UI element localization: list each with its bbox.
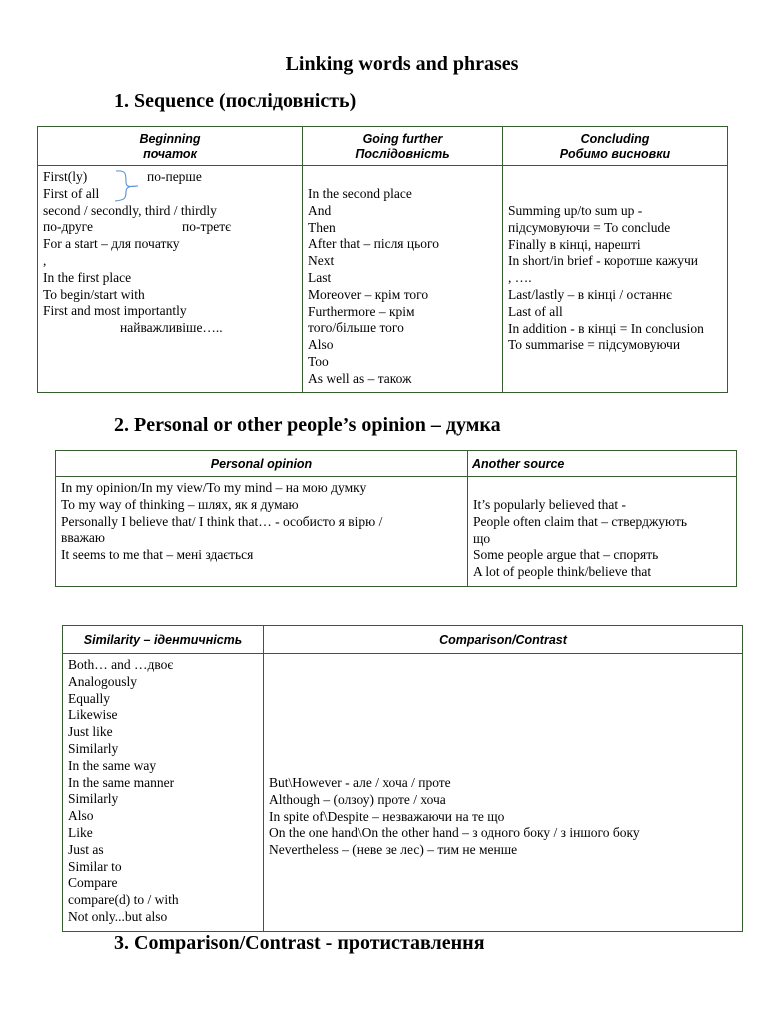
sequence-table xyxy=(37,126,728,393)
column-header-comparison: Comparison/Contrast xyxy=(264,626,743,654)
list-item: Similarly xyxy=(68,791,119,807)
list-item: того/більше того xyxy=(308,320,404,336)
list-item: Nevertheless – (неве зе лес) – тим не менше xyxy=(269,842,518,858)
list-item: In the second place xyxy=(308,186,412,201)
list-item: Then xyxy=(308,219,336,235)
list-item: Just as xyxy=(68,841,104,857)
comparison-table xyxy=(62,625,743,932)
column-header-line: Beginning xyxy=(139,132,201,146)
list-item: Also xyxy=(308,337,334,353)
column-header-personal-opinion: Personal opinion xyxy=(56,451,468,477)
list-item: Next xyxy=(308,253,335,269)
list-item: Not only...but also xyxy=(68,908,168,924)
comparison-cell xyxy=(264,654,743,932)
beginning-cell xyxy=(38,166,303,393)
opinion-table xyxy=(55,450,737,587)
column-header-line: Робимо висновки xyxy=(559,147,671,161)
list-item: In the same manner xyxy=(68,774,175,790)
going-further-cell xyxy=(303,166,503,393)
list-item: First of all xyxy=(43,185,100,201)
list-item: In the first place xyxy=(43,269,132,285)
list-item: On the one hand\On the other hand – з одного боку / з іншого боку xyxy=(269,825,640,841)
list-item: Also xyxy=(68,808,94,824)
list-item: In addition - в кінці = In conclusion xyxy=(508,320,704,336)
list-item: Last/lastly – в кінці / останнє xyxy=(508,286,672,302)
another-source-cell xyxy=(468,477,737,587)
list-item: First and most importantly xyxy=(43,303,187,319)
list-item: It’s popularly believed that - xyxy=(473,497,626,512)
list-item: To my way of thinking – шлях, як я думаю xyxy=(61,496,299,512)
list-item: Some people argue that – спорять xyxy=(473,547,659,563)
list-item: second / secondly, third / thirdly xyxy=(43,202,217,218)
column-header-line: Послідовність xyxy=(355,147,450,161)
list-item: Similarly xyxy=(68,740,119,756)
list-item: But\However - але / хоча / проте xyxy=(269,775,451,790)
list-item: In short/in brief - коротше кажучи xyxy=(508,253,699,269)
column-header-similarity: Similarity – ідентичність xyxy=(63,626,264,654)
column-header-line: початок xyxy=(143,147,197,161)
list-item: Equally xyxy=(68,690,110,706)
list-item: In my opinion/In my view/To my mind – на мою думку xyxy=(61,480,367,495)
list-item: Compare xyxy=(68,875,118,891)
list-item: A lot of people think/believe that xyxy=(473,564,652,580)
list-item: Similar to xyxy=(68,858,122,874)
page-title: Linking words and phrases xyxy=(285,53,519,75)
list-item: People often claim that – стверджують xyxy=(473,513,687,529)
section-heading-sequence: 1. Sequence (послідовність) xyxy=(114,90,357,112)
note-third: по-третє xyxy=(182,219,231,234)
list-item: підсумовуючи = To conclude xyxy=(508,219,671,235)
handwritten-brace-icon xyxy=(112,168,142,202)
column-header-beginning xyxy=(38,127,303,166)
column-header-concluding xyxy=(503,127,728,166)
note-important: найважливіше….. xyxy=(120,320,223,335)
list-item: Although – (олзоу) проте / хоча xyxy=(269,791,446,807)
list-item: Personally I believe that/ I think that… - особисто я вірю / xyxy=(61,513,383,529)
list-item: To begin/start with xyxy=(43,286,145,302)
list-item: First(ly) xyxy=(43,169,88,184)
personal-opinion-cell xyxy=(56,477,468,587)
note-first: по-перше xyxy=(147,169,202,184)
column-header-line: Going further xyxy=(362,132,443,146)
list-item: And xyxy=(308,202,332,218)
list-item: Too xyxy=(308,353,329,369)
list-item: , xyxy=(43,252,47,268)
column-header-line: Concluding xyxy=(580,132,650,146)
list-item: Like xyxy=(68,824,93,840)
list-item: Furthermore – крім xyxy=(308,303,415,319)
list-item: Last xyxy=(308,269,332,285)
list-item: Summing up/to sum up - xyxy=(508,203,643,218)
section-heading-comparison: 3. Comparison/Contrast - протиставлення xyxy=(114,932,485,954)
list-item: After that – після цього xyxy=(308,236,439,252)
list-item: що xyxy=(473,530,491,546)
list-item: Both… and …двоє xyxy=(68,657,174,672)
column-header-going-further xyxy=(303,127,503,166)
list-item: Analogously xyxy=(68,673,137,689)
list-item: It seems to me that – мені здається xyxy=(61,547,254,563)
concluding-cell xyxy=(503,166,728,393)
column-header-another-source: Another source xyxy=(468,451,737,477)
list-item: As well as – також xyxy=(308,370,412,386)
list-item: For a start – для початку xyxy=(43,236,180,252)
list-item: Finally в кінці, нарешті xyxy=(508,236,641,252)
list-item: In the same way xyxy=(68,757,157,773)
list-item: Likewise xyxy=(68,707,118,723)
list-item: вважаю xyxy=(61,530,105,546)
list-item: To summarise = підсумовуючи xyxy=(508,337,681,353)
list-item: , …. xyxy=(508,270,532,286)
list-item: compare(d) to / with xyxy=(68,892,179,908)
list-item: Moreover – крім того xyxy=(308,286,429,302)
list-item: Last of all xyxy=(508,303,563,319)
list-item: Just like xyxy=(68,724,113,740)
section-heading-opinion: 2. Personal or other people’s opinion – думка xyxy=(114,414,501,436)
list-item: In spite of\Despite – незважаючи на те що xyxy=(269,808,505,824)
similarity-cell xyxy=(63,654,264,932)
list-item: по-друге xyxy=(43,219,94,235)
